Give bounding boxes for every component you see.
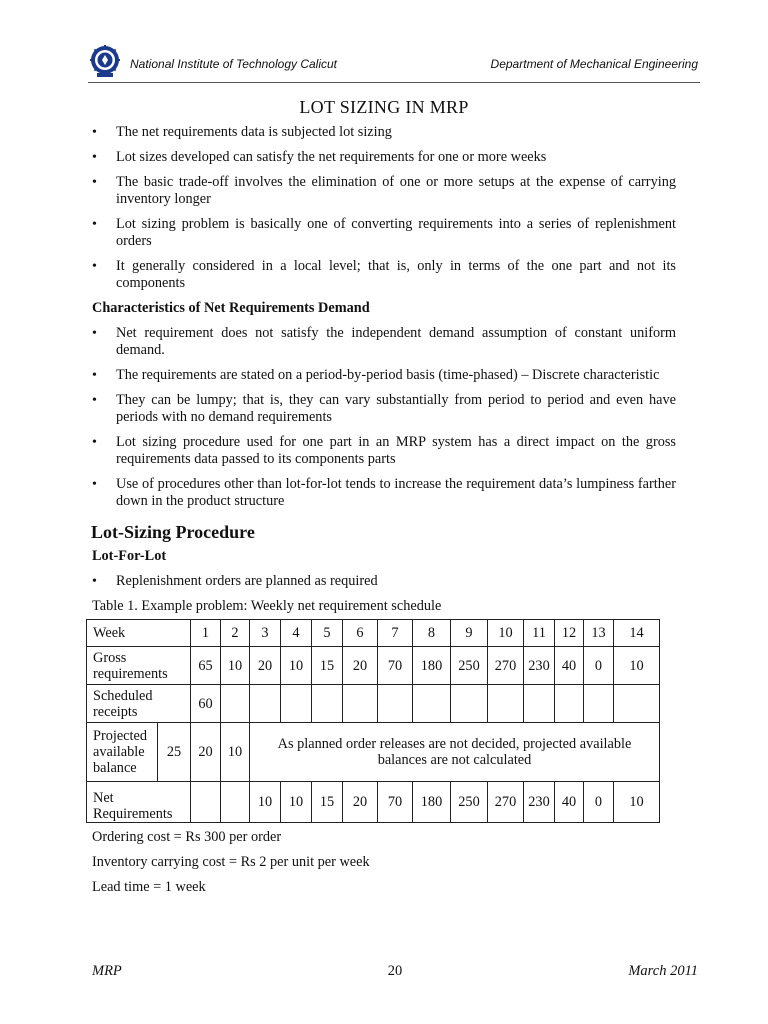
table-cell bbox=[488, 685, 524, 723]
section-heading: Lot-Sizing Procedure bbox=[91, 522, 255, 542]
table-cell: 250 bbox=[451, 782, 488, 823]
table-cell: 270 bbox=[488, 647, 524, 685]
table-cell: 15 bbox=[312, 782, 343, 823]
table-cell: 11 bbox=[524, 620, 555, 647]
list-item: • It generally considered in a local level; that is, only in terms of the one part and not its components bbox=[92, 258, 676, 292]
table-cell: 3 bbox=[250, 620, 281, 647]
table-cell: 14 bbox=[614, 620, 660, 647]
table-cell bbox=[413, 685, 451, 723]
ordering-cost: Ordering cost = Rs 300 per order bbox=[92, 829, 282, 845]
list-item: • The requirements are stated on a period-by-period basis (time-phased) – Discrete characteristic bbox=[92, 367, 676, 384]
page-title: LOT SIZING IN MRP bbox=[299, 97, 469, 117]
table-cell bbox=[281, 685, 312, 723]
projected-note-cell: As planned order releases are not decided, projected available balances are not calculated bbox=[250, 723, 660, 782]
procedure-bullet-list bbox=[92, 573, 676, 590]
carrying-cost: Inventory carrying cost = Rs 2 per unit per week bbox=[92, 854, 370, 870]
table-cell: 60 bbox=[191, 685, 221, 723]
table-cell: 230 bbox=[524, 647, 555, 685]
list-item: • Lot sizing problem is basically one of converting requirements into a series of replenishment orders bbox=[92, 216, 676, 250]
row-header: Week bbox=[87, 620, 191, 647]
table-row-projected bbox=[87, 723, 660, 782]
table-cell: 15 bbox=[312, 647, 343, 685]
table-cell: 70 bbox=[378, 647, 413, 685]
table-cell: 10 bbox=[614, 782, 660, 823]
main-content bbox=[92, 124, 676, 904]
row-header: Gross requirements bbox=[87, 647, 191, 685]
page-header bbox=[88, 42, 700, 83]
table-cell: 9 bbox=[451, 620, 488, 647]
table-cell: 20 bbox=[191, 723, 221, 782]
footer-left: MRP bbox=[92, 963, 122, 979]
table-cell: 180 bbox=[413, 782, 451, 823]
institution-name: National Institute of Technology Calicut bbox=[130, 57, 338, 71]
table-cell: 7 bbox=[378, 620, 413, 647]
characteristics-heading: Characteristics of Net Requirements Demand bbox=[92, 300, 370, 316]
table-cell: 40 bbox=[555, 782, 584, 823]
department-name: Department of Mechanical Engineering bbox=[490, 57, 698, 71]
table-cell: 8 bbox=[413, 620, 451, 647]
table-cell: 40 bbox=[555, 647, 584, 685]
row-header: Scheduled receipts bbox=[87, 685, 191, 723]
table-cell: 65 bbox=[191, 647, 221, 685]
intro-bullet-list bbox=[92, 124, 676, 292]
table-cell: 70 bbox=[378, 782, 413, 823]
table-caption: Table 1. Example problem: Weekly net requirement schedule bbox=[92, 598, 442, 614]
table-cell: 20 bbox=[343, 647, 378, 685]
table-row-gross bbox=[87, 647, 660, 685]
table-cell bbox=[451, 685, 488, 723]
table-cell: 270 bbox=[488, 782, 524, 823]
table-cell: 5 bbox=[312, 620, 343, 647]
list-item: • Lot sizing procedure used for one part in an MRP system has a direct impact on the gross requirements data passed to its components parts bbox=[92, 434, 676, 468]
table-cell: 25 bbox=[158, 723, 191, 782]
list-item: • The basic trade-off involves the elimination of one or more setups at the expense of carrying inventory longer bbox=[92, 174, 676, 208]
table-cell bbox=[221, 685, 250, 723]
table-cell: 13 bbox=[584, 620, 614, 647]
footer-date: March 2011 bbox=[628, 963, 698, 979]
characteristics-bullet-list bbox=[92, 325, 676, 510]
list-item: • Replenishment orders are planned as required bbox=[92, 573, 676, 590]
table-cell bbox=[191, 782, 221, 823]
table-cell: 10 bbox=[221, 647, 250, 685]
table-row-net bbox=[87, 782, 660, 823]
table-cell bbox=[221, 782, 250, 823]
table-cell bbox=[555, 685, 584, 723]
table-cell: 2 bbox=[221, 620, 250, 647]
table-row-scheduled bbox=[87, 685, 660, 723]
table-cell: 12 bbox=[555, 620, 584, 647]
table-cell: 10 bbox=[614, 647, 660, 685]
row-header: Projected available balance bbox=[87, 723, 158, 782]
table-cell bbox=[614, 685, 660, 723]
table-cell bbox=[584, 685, 614, 723]
list-item: • Lot sizes developed can satisfy the net requirements for one or more weeks bbox=[92, 149, 676, 166]
table-cell: 10 bbox=[281, 782, 312, 823]
table-cell bbox=[250, 685, 281, 723]
page-number: 20 bbox=[387, 963, 403, 979]
table-cell bbox=[312, 685, 343, 723]
table-cell: 230 bbox=[524, 782, 555, 823]
list-item: • They can be lumpy; that is, they can vary substantially from period to period and even have periods with no demand requirements bbox=[92, 392, 676, 426]
list-item: • Net requirement does not satisfy the independent demand assumption of constant uniform demand. bbox=[92, 325, 676, 359]
table-cell: 0 bbox=[584, 647, 614, 685]
table-cell: 4 bbox=[281, 620, 312, 647]
list-item: • Use of procedures other than lot-for-lot tends to increase the requirement data’s lumpiness farther down in the product structure bbox=[92, 476, 676, 510]
table-cell: 20 bbox=[250, 647, 281, 685]
table-row-week bbox=[87, 620, 660, 647]
row-header: Net Requirements bbox=[87, 782, 191, 823]
table-cell: 1 bbox=[191, 620, 221, 647]
table-cell: 10 bbox=[488, 620, 524, 647]
problem-notes bbox=[92, 829, 676, 896]
table-cell: 6 bbox=[343, 620, 378, 647]
table-cell: 10 bbox=[250, 782, 281, 823]
lead-time: Lead time = 1 week bbox=[92, 879, 206, 895]
table-cell: 10 bbox=[221, 723, 250, 782]
table-cell: 20 bbox=[343, 782, 378, 823]
table-cell: 250 bbox=[451, 647, 488, 685]
table-cell: 180 bbox=[413, 647, 451, 685]
subsection-heading: Lot-For-Lot bbox=[92, 548, 167, 564]
net-requirement-table bbox=[86, 619, 660, 823]
table-cell: 0 bbox=[584, 782, 614, 823]
table-cell bbox=[524, 685, 555, 723]
list-item: • The net requirements data is subjected lot sizing bbox=[92, 124, 676, 141]
table-cell bbox=[378, 685, 413, 723]
institute-logo bbox=[88, 44, 122, 78]
table-cell: 10 bbox=[281, 647, 312, 685]
table-cell bbox=[343, 685, 378, 723]
